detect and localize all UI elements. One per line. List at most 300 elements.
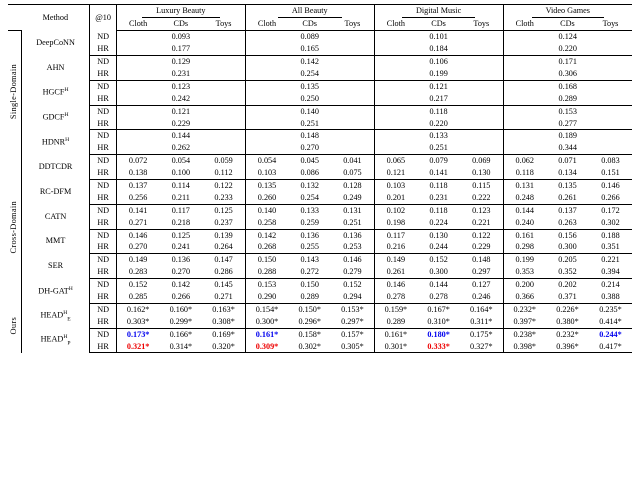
cell-value: 0.237	[202, 217, 245, 229]
header-group: Luxury Beauty	[116, 5, 245, 19]
cell-value: 0.175*	[470, 329, 493, 339]
cell-value: 0.144	[503, 204, 546, 216]
cell-value: 0.297	[460, 266, 503, 278]
cell-value: 0.054	[171, 156, 191, 166]
cell-value: 0.150	[300, 280, 319, 290]
cell-value: 0.388	[589, 291, 632, 303]
metric-label: HR	[90, 341, 117, 353]
cell-value: 0.103	[245, 167, 288, 179]
method-name: $HEAD^H_E$	[21, 303, 90, 328]
cell-value: 0.268	[245, 241, 288, 253]
metric-label: HR	[90, 142, 117, 154]
cell-value: 0.397*	[503, 316, 546, 328]
table-row	[8, 266, 632, 278]
cell-value: 0.166*	[169, 329, 193, 339]
cell-value: 0.172	[601, 205, 620, 215]
cell-value: 0.131	[343, 205, 362, 215]
table-row	[8, 142, 632, 154]
cell-value: 0.266	[159, 291, 202, 303]
table-row	[8, 130, 632, 142]
cell-value: 0.142	[245, 229, 288, 241]
cell-value: 0.200	[503, 279, 546, 291]
table-row	[8, 303, 632, 315]
header-subcol: Cloth	[503, 18, 546, 30]
cell-value: 0.180*	[427, 329, 450, 339]
cell-value: 0.289	[374, 316, 417, 328]
cell-value: 0.255	[288, 241, 331, 253]
cell-value: 0.169*	[212, 329, 235, 339]
cell-value: 0.188	[601, 230, 620, 240]
cell-value: 0.135	[245, 80, 374, 92]
cell-value: 0.290	[245, 291, 288, 303]
cell-value: 0.118	[374, 105, 503, 117]
cell-value: 0.216	[374, 241, 417, 253]
cell-value: 0.122	[214, 180, 233, 190]
cell-value: 0.153	[503, 105, 632, 117]
cell-value: 0.238*	[503, 328, 546, 340]
cell-value: 0.168	[503, 80, 632, 92]
cell-value: 0.353	[503, 266, 546, 278]
table-row	[8, 31, 632, 43]
cell-value: 0.229	[116, 118, 245, 130]
cell-value: 0.320*	[202, 341, 245, 353]
header-subcol: Cloth	[245, 18, 288, 30]
cell-value: 0.147	[214, 255, 233, 265]
cell-value: 0.351	[589, 241, 632, 253]
cell-value: 0.152	[343, 280, 362, 290]
cell-value: 0.086	[288, 167, 331, 179]
cell-value: 0.071	[558, 156, 577, 166]
metric-label: ND	[90, 56, 117, 68]
cell-value: 0.233	[202, 192, 245, 204]
cell-value: 0.344	[503, 142, 632, 154]
cell-value: 0.173*	[126, 329, 150, 339]
header-subcol: Cloth	[116, 18, 159, 30]
cell-value: 0.133	[374, 130, 503, 142]
header-subcol: Toys	[202, 18, 245, 30]
cell-value: 0.302	[589, 217, 632, 229]
cell-value: 0.148	[245, 130, 374, 142]
cell-value: 0.151	[589, 167, 632, 179]
cell-value: 0.250	[245, 93, 374, 105]
cell-value: 0.062	[503, 155, 546, 167]
cell-value: 0.144	[171, 131, 191, 141]
cell-value: 0.289	[288, 291, 331, 303]
cell-value: 0.309*	[245, 341, 288, 353]
metric-label: HR	[90, 43, 117, 55]
metric-label: ND	[90, 229, 117, 241]
table-row	[8, 68, 632, 80]
cell-value: 0.106	[374, 56, 503, 68]
table-row	[8, 80, 632, 92]
cell-value: 0.248	[503, 192, 546, 204]
cell-value: 0.394	[589, 266, 632, 278]
method-name: DDTCDR	[21, 155, 90, 180]
cell-value: 0.161*	[374, 328, 417, 340]
cell-value: 0.132	[300, 180, 319, 190]
section-label: Ours	[8, 303, 21, 353]
cell-value: 0.139	[214, 230, 233, 240]
table-row	[8, 341, 632, 353]
cell-value: 0.314*	[159, 341, 202, 353]
cell-value: 0.125	[214, 205, 233, 215]
table-row	[8, 105, 632, 117]
cell-value: 0.133	[300, 205, 319, 215]
table-row	[8, 279, 632, 291]
cell-value: 0.321*	[116, 341, 159, 353]
cell-value: 0.300	[417, 266, 460, 278]
cell-value: 0.246	[460, 291, 503, 303]
cell-value: 0.299*	[159, 316, 202, 328]
cell-value: 0.396*	[546, 341, 589, 353]
cell-value: 0.231	[417, 192, 460, 204]
cell-value: 0.079	[429, 156, 448, 166]
cell-value: 0.154*	[245, 303, 288, 315]
cell-value: 0.118	[503, 167, 546, 179]
header-method: Method	[21, 5, 90, 31]
cell-value: 0.285	[116, 291, 159, 303]
cell-value: 0.130	[460, 167, 503, 179]
cell-value: 0.272	[288, 266, 331, 278]
cell-value: 0.146	[601, 180, 620, 190]
table-row	[8, 229, 632, 241]
cell-value: 0.167*	[427, 304, 450, 314]
header-group: Video Games	[503, 5, 632, 19]
cell-value: 0.258	[245, 217, 288, 229]
cell-value: 0.100	[159, 167, 202, 179]
cell-value: 0.134	[546, 167, 589, 179]
cell-value: 0.232*	[503, 303, 546, 315]
table-row	[8, 167, 632, 179]
cell-value: 0.380*	[546, 316, 589, 328]
cell-value: 0.301*	[374, 341, 417, 353]
cell-value: 0.118	[429, 205, 448, 215]
cell-value: 0.261	[546, 192, 589, 204]
cell-value: 0.333*	[417, 341, 460, 353]
cell-value: 0.222	[460, 192, 503, 204]
cell-value: 0.352	[546, 266, 589, 278]
cell-value: 0.251	[331, 217, 374, 229]
method-name: $HDNR^H$	[21, 130, 90, 155]
table-row	[8, 217, 632, 229]
cell-value: 0.144	[429, 280, 448, 290]
header-subcol: Cloth	[374, 18, 417, 30]
cell-value: 0.164*	[470, 304, 493, 314]
metric-label: HR	[90, 93, 117, 105]
table-figure	[0, 4, 640, 496]
table-row	[8, 241, 632, 253]
cell-value: 0.251	[374, 142, 503, 154]
cell-value: 0.123	[472, 205, 491, 215]
cell-value: 0.278	[417, 291, 460, 303]
cell-value: 0.327*	[460, 341, 503, 353]
cell-value: 0.278	[374, 291, 417, 303]
cell-value: 0.184	[374, 43, 503, 55]
cell-value: 0.263	[546, 217, 589, 229]
cell-value: 0.249	[331, 192, 374, 204]
metric-label: ND	[90, 204, 117, 216]
cell-value: 0.286	[202, 266, 245, 278]
section-label: Single-Domain	[8, 31, 21, 155]
cell-value: 0.148	[472, 255, 491, 265]
cell-value: 0.283	[116, 266, 159, 278]
cell-value: 0.121	[171, 106, 191, 116]
cell-value: 0.065	[374, 155, 417, 167]
metric-label: HR	[90, 167, 117, 179]
cell-value: 0.198	[374, 217, 417, 229]
cell-value: 0.270	[245, 142, 374, 154]
cell-value: 0.137	[128, 180, 148, 190]
cell-value: 0.306	[503, 68, 632, 80]
table-row	[8, 328, 632, 340]
cell-value: 0.125	[171, 230, 191, 240]
cell-value: 0.251	[245, 118, 374, 130]
method-name: AHN	[21, 56, 90, 81]
cell-value: 0.294	[331, 291, 374, 303]
cell-value: 0.242	[116, 93, 245, 105]
cell-value: 0.259	[288, 217, 331, 229]
cell-value: 0.202	[558, 280, 577, 290]
cell-value: 0.162*	[126, 304, 150, 314]
cell-value: 0.153*	[341, 304, 364, 314]
cell-value: 0.201	[374, 192, 417, 204]
cell-value: 0.262	[116, 142, 245, 154]
cell-value: 0.160*	[169, 304, 193, 314]
cell-value: 0.158*	[298, 329, 321, 339]
cell-value: 0.117	[171, 205, 190, 215]
cell-value: 0.137	[558, 205, 577, 215]
cell-value: 0.296*	[288, 316, 331, 328]
cell-value: 0.414*	[589, 316, 632, 328]
cell-value: 0.149	[374, 254, 417, 266]
cell-value: 0.271	[116, 217, 159, 229]
header-group: Digital Music	[374, 5, 503, 19]
table-row	[8, 56, 632, 68]
metric-label: ND	[90, 105, 117, 117]
cell-value: 0.254	[245, 68, 374, 80]
cell-value: 0.217	[374, 93, 503, 105]
cell-value: 0.256	[116, 192, 159, 204]
cell-value: 0.264	[202, 241, 245, 253]
cell-value: 0.103	[374, 179, 417, 191]
cell-value: 0.114	[171, 180, 190, 190]
cell-value: 0.122	[472, 230, 491, 240]
cell-value: 0.121	[374, 80, 503, 92]
cell-value: 0.244*	[599, 329, 622, 339]
cell-value: 0.130	[429, 230, 448, 240]
cell-value: 0.205	[558, 255, 577, 265]
cell-value: 0.288	[245, 266, 288, 278]
metric-label: HR	[90, 68, 117, 80]
method-name: DeepCoNN	[21, 31, 90, 56]
cell-value: 0.289	[503, 93, 632, 105]
table-row	[8, 155, 632, 167]
metric-label: ND	[90, 80, 117, 92]
method-name: $GDCF^H$	[21, 105, 90, 130]
cell-value: 0.123	[171, 81, 191, 91]
header-subcol: Toys	[589, 18, 632, 30]
table-row	[8, 192, 632, 204]
cell-value: 0.150	[245, 254, 288, 266]
table-row	[8, 43, 632, 55]
results-table	[8, 4, 632, 353]
cell-value: 0.371	[546, 291, 589, 303]
cell-value: 0.136	[343, 230, 362, 240]
metric-label: HR	[90, 192, 117, 204]
metric-label: ND	[90, 31, 117, 43]
cell-value: 0.157*	[341, 329, 364, 339]
cell-value: 0.266	[589, 192, 632, 204]
cell-value: 0.277	[503, 118, 632, 130]
cell-value: 0.220	[374, 118, 503, 130]
cell-value: 0.054	[245, 155, 288, 167]
cell-value: 0.069	[472, 156, 491, 166]
cell-value: 0.152	[429, 255, 448, 265]
cell-value: 0.300	[546, 241, 589, 253]
header-subcol: CDs	[159, 18, 202, 30]
cell-value: 0.199	[503, 254, 546, 266]
cell-value: 0.128	[343, 180, 362, 190]
cell-value: 0.135	[558, 180, 577, 190]
cell-value: 0.224	[417, 217, 460, 229]
cell-value: 0.177	[116, 43, 245, 55]
cell-value: 0.161	[503, 229, 546, 241]
cell-value: 0.303*	[116, 316, 159, 328]
cell-value: 0.302*	[288, 341, 331, 353]
table-header-groups	[8, 5, 632, 19]
cell-value: 0.244	[417, 241, 460, 253]
cell-value: 0.232*	[556, 329, 579, 339]
cell-value: 0.171	[503, 56, 632, 68]
cell-value: 0.211	[159, 192, 202, 204]
cell-value: 0.221	[601, 255, 620, 265]
method-name: SER	[21, 254, 90, 279]
cell-value: 0.112	[202, 167, 245, 179]
cell-value: 0.156	[558, 230, 577, 240]
cell-value: 0.149	[128, 255, 148, 265]
table-row	[8, 118, 632, 130]
method-name: $DH-GAT^H$	[21, 279, 90, 304]
cell-value: 0.214	[601, 280, 620, 290]
cell-value: 0.240	[503, 217, 546, 229]
header-subcol: CDs	[417, 18, 460, 30]
header-subcol: CDs	[288, 18, 331, 30]
cell-value: 0.241	[159, 241, 202, 253]
cell-value: 0.118	[429, 180, 448, 190]
cell-value: 0.270	[159, 266, 202, 278]
cell-value: 0.142	[245, 56, 374, 68]
cell-value: 0.229	[460, 241, 503, 253]
metric-label: HR	[90, 291, 117, 303]
section-label: Cross-Domain	[8, 155, 21, 304]
header-subcol: Toys	[331, 18, 374, 30]
metric-label: ND	[90, 303, 117, 315]
cell-value: 0.059	[214, 156, 233, 166]
cell-value: 0.129	[171, 57, 191, 67]
cell-value: 0.279	[331, 266, 374, 278]
cell-value: 0.135	[245, 179, 288, 191]
cell-value: 0.146	[128, 230, 148, 240]
cell-value: 0.398*	[503, 341, 546, 353]
cell-value: 0.142	[171, 280, 191, 290]
cell-value: 0.260	[245, 192, 288, 204]
table-row	[8, 179, 632, 191]
cell-value: 0.146	[343, 255, 362, 265]
cell-value: 0.300*	[245, 316, 288, 328]
cell-value: 0.127	[472, 280, 491, 290]
header-group: All Beauty	[245, 5, 374, 19]
table-row	[8, 316, 632, 328]
metric-label: HR	[90, 266, 117, 278]
cell-value: 0.189	[503, 130, 632, 142]
cell-value: 0.083	[601, 156, 620, 166]
cell-value: 0.161*	[245, 328, 288, 340]
cell-value: 0.102	[374, 204, 417, 216]
cell-value: 0.045	[300, 156, 319, 166]
cell-value: 0.153	[245, 279, 288, 291]
cell-value: 0.146	[374, 279, 417, 291]
cell-value: 0.311*	[460, 316, 503, 328]
cell-value: 0.136	[300, 230, 319, 240]
cell-value: 0.143	[300, 255, 319, 265]
metric-label: HR	[90, 241, 117, 253]
cell-value: 0.150*	[298, 304, 321, 314]
cell-value: 0.271	[202, 291, 245, 303]
cell-value: 0.226*	[556, 304, 579, 314]
table-row	[8, 254, 632, 266]
cell-value: 0.218	[159, 217, 202, 229]
table-row	[8, 204, 632, 216]
cell-value: 0.366	[503, 291, 546, 303]
cell-value: 0.089	[245, 31, 374, 43]
cell-value: 0.221	[460, 217, 503, 229]
cell-value: 0.140	[245, 204, 288, 216]
header-at10: @10	[90, 5, 117, 31]
cell-value: 0.101	[374, 31, 503, 43]
method-name: MMT	[21, 229, 90, 254]
method-name: $HEAD^H_P$	[21, 328, 90, 353]
cell-value: 0.075	[331, 167, 374, 179]
cell-value: 0.310*	[417, 316, 460, 328]
cell-value: 0.235*	[599, 304, 622, 314]
cell-value: 0.254	[288, 192, 331, 204]
cell-value: 0.220	[503, 43, 632, 55]
cell-value: 0.041	[343, 156, 362, 166]
cell-value: 0.117	[374, 229, 417, 241]
cell-value: 0.253	[331, 241, 374, 253]
metric-label: ND	[90, 130, 117, 142]
table-row	[8, 93, 632, 105]
method-name: CATN	[21, 204, 90, 229]
metric-label: ND	[90, 179, 117, 191]
cell-value: 0.124	[503, 31, 632, 43]
cell-value: 0.305*	[331, 341, 374, 353]
metric-label: ND	[90, 328, 117, 340]
metric-label: HR	[90, 118, 117, 130]
cell-value: 0.145	[214, 280, 233, 290]
cell-value: 0.308*	[202, 316, 245, 328]
metric-label: HR	[90, 217, 117, 229]
cell-value: 0.165	[245, 43, 374, 55]
metric-label: ND	[90, 279, 117, 291]
cell-value: 0.163*	[212, 304, 235, 314]
method-name: $HGCF^H$	[21, 80, 90, 105]
cell-value: 0.093	[171, 32, 191, 42]
cell-value: 0.141	[417, 167, 460, 179]
metric-label: ND	[90, 155, 117, 167]
metric-label: HR	[90, 316, 117, 328]
side-spacer	[8, 5, 21, 19]
